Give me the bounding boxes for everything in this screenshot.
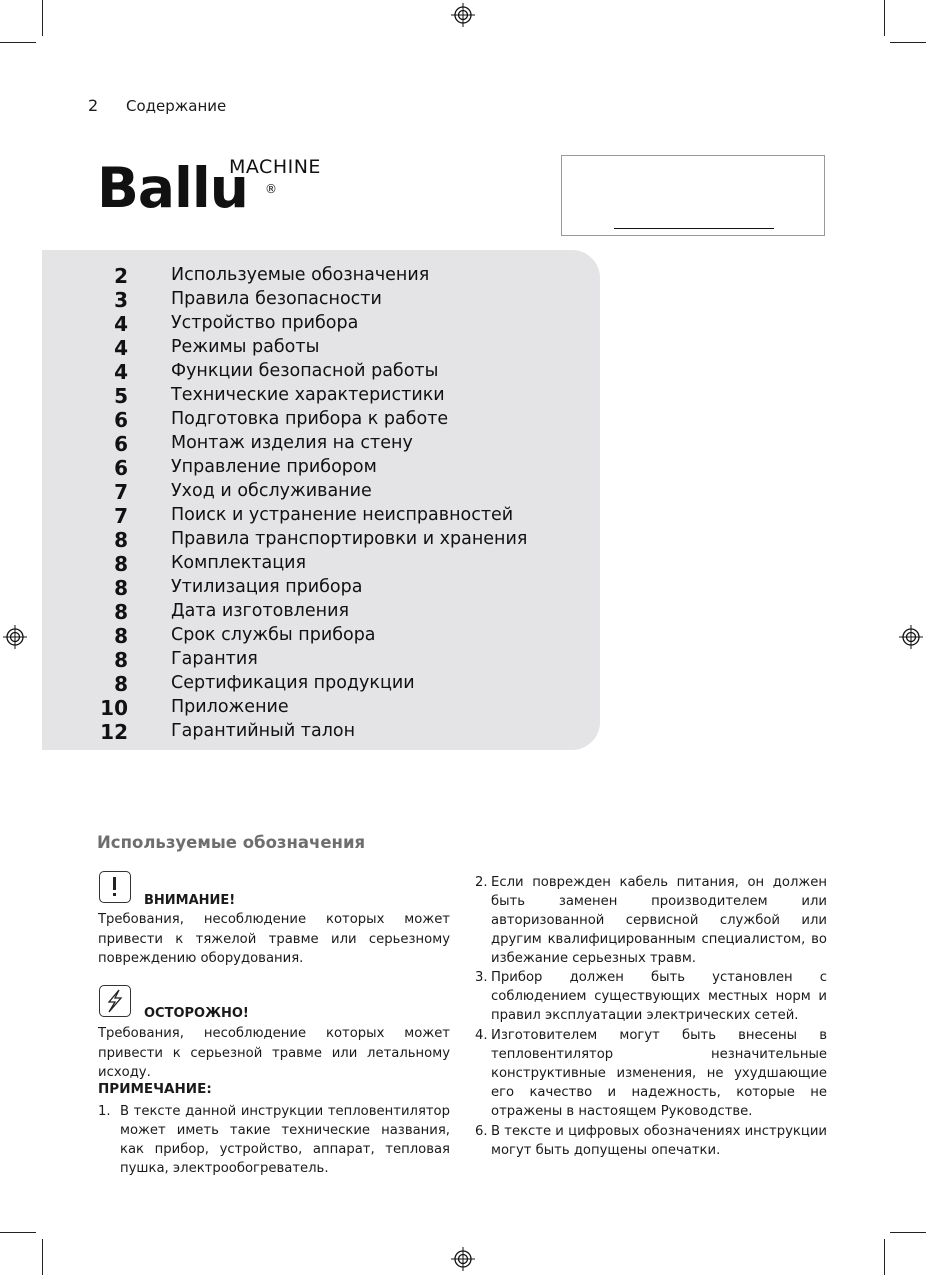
toc-page: 8	[114, 600, 128, 624]
section-title: Используемые обозначения	[97, 833, 366, 852]
toc-title: Технические характеристики	[171, 385, 445, 405]
toc-item[interactable]	[42, 671, 600, 695]
crop-mark	[0, 1232, 36, 1233]
toc-item[interactable]	[42, 479, 600, 503]
caution-text: Требования, несоблюдение которых может привести к серьезной травме или летальному исходу.	[98, 1026, 450, 1080]
registration-mark-icon	[899, 625, 923, 649]
caution-label: ОСТОРОЖНО!	[144, 1006, 249, 1021]
note-number: 6.	[475, 1124, 488, 1139]
logo-brand: Ballu	[97, 156, 248, 220]
toc-item[interactable]	[42, 335, 600, 359]
note-number: 4.	[475, 1028, 488, 1043]
toc-title: Режимы работы	[171, 337, 320, 357]
note-item	[98, 1102, 450, 1178]
toc-page: 12	[100, 720, 128, 744]
crop-mark	[890, 42, 926, 43]
toc-item[interactable]	[42, 431, 600, 455]
toc-item[interactable]	[42, 647, 600, 671]
toc-title: Поиск и устранение неисправностей	[171, 505, 514, 525]
toc-page: 10	[100, 696, 128, 720]
toc-title: Правила безопасности	[171, 289, 382, 309]
stamp-line	[614, 228, 774, 229]
toc-page: 6	[114, 432, 128, 456]
note-number: 3.	[475, 970, 488, 985]
toc-page: 8	[114, 576, 128, 600]
toc-item[interactable]	[42, 287, 600, 311]
toc-title: Гарантийный талон	[171, 721, 356, 741]
toc-page: 6	[114, 408, 128, 432]
note-text: В тексте данной инструкции тепловентилятор может иметь такие технические названия, как прибор, устройство, аппарат, тепловая пушка, электрообогреватель.	[120, 1104, 450, 1176]
note-item	[475, 873, 827, 968]
toc-page: 2	[114, 264, 128, 288]
warning-label: ВНИМАНИЕ!	[144, 893, 236, 908]
logo-sub: MACHINE	[229, 156, 321, 178]
toc-title: Подготовка прибора к работе	[171, 409, 449, 429]
toc-title: Уход и обслуживание	[171, 481, 372, 501]
page-number: 2	[88, 96, 99, 115]
note-number: 1.	[98, 1104, 111, 1119]
toc-title: Управление прибором	[171, 457, 377, 477]
note-text: В тексте и цифровых обозначениях инструкции могут быть допущены опечатки.	[491, 1124, 827, 1158]
note-item	[475, 968, 827, 1025]
toc-page: 8	[114, 648, 128, 672]
toc-item[interactable]	[42, 455, 600, 479]
toc-item[interactable]	[42, 551, 600, 575]
note-number: 2.	[475, 875, 488, 890]
toc-page: 3	[114, 288, 128, 312]
toc-item[interactable]	[42, 695, 600, 719]
note-title: ПРИМЕЧАНИЕ:	[98, 1081, 212, 1097]
table-of-contents	[42, 250, 600, 750]
toc-page: 8	[114, 552, 128, 576]
page-header	[88, 96, 226, 115]
toc-title: Используемые обозначения	[171, 265, 430, 285]
header-section: Содержание	[126, 97, 227, 115]
crop-mark	[884, 1239, 885, 1275]
toc-page: 4	[114, 360, 128, 384]
toc-page: 8	[114, 528, 128, 552]
toc-page: 4	[114, 336, 128, 360]
toc-item[interactable]	[42, 503, 600, 527]
registration-mark-icon	[3, 625, 27, 649]
toc-title: Комплектация	[171, 553, 307, 573]
exclamation-icon	[99, 871, 131, 903]
toc-title: Утилизация прибора	[171, 577, 363, 597]
registration-mark-icon	[451, 1247, 475, 1271]
registration-mark-icon	[451, 3, 475, 27]
toc-title: Функции безопасной работы	[171, 361, 439, 381]
toc-item[interactable]	[42, 575, 600, 599]
toc-item[interactable]	[42, 383, 600, 407]
note-text: Изготовителем могут быть внесены в тепловентилятор незначительные конструктивные изменения, не ухудшающие его качество и надежность, которые не отражены в настоящем Руководстве.	[491, 1028, 827, 1119]
toc-title: Устройство прибора	[171, 313, 359, 333]
crop-mark	[884, 0, 885, 36]
note-item	[475, 1122, 827, 1160]
toc-item[interactable]	[42, 263, 600, 287]
toc-item[interactable]	[42, 623, 600, 647]
toc-item[interactable]	[42, 407, 600, 431]
crop-mark	[0, 42, 36, 43]
toc-item[interactable]	[42, 311, 600, 335]
toc-title: Правила транспортировки и хранения	[171, 529, 528, 549]
brand-logo	[97, 156, 327, 226]
toc-item[interactable]	[42, 527, 600, 551]
crop-mark	[42, 0, 43, 36]
toc-page: 6	[114, 456, 128, 480]
toc-title: Дата изготовления	[171, 601, 349, 621]
toc-page: 5	[114, 384, 128, 408]
toc-page: 4	[114, 312, 128, 336]
toc-page: 7	[114, 480, 128, 504]
toc-title: Гарантия	[171, 649, 258, 669]
lightning-icon	[99, 985, 131, 1017]
toc-title: Приложение	[171, 697, 289, 717]
toc-title: Срок службы прибора	[171, 625, 376, 645]
logo-registered: ®	[265, 182, 277, 196]
note-item	[475, 1026, 827, 1121]
note-text: Прибор должен быть установлен с соблюдением существующих местных норм и правил эксплуатации электрических сетей.	[491, 970, 827, 1023]
toc-page: 8	[114, 672, 128, 696]
warning-text: Требования, несоблюдение которых может привести к тяжелой травме или серьезному повреждению оборудования.	[98, 912, 450, 966]
toc-title: Монтаж изделия на стену	[171, 433, 413, 453]
crop-mark	[890, 1232, 926, 1233]
toc-item[interactable]	[42, 599, 600, 623]
crop-mark	[42, 1239, 43, 1275]
toc-item[interactable]	[42, 719, 600, 743]
toc-title: Сертификация продукции	[171, 673, 415, 693]
toc-item[interactable]	[42, 359, 600, 383]
note-text: Если поврежден кабель питания, он должен быть заменен производителем или авторизованной сервисной службой или другим квалифицированным специалистом, во избежание серьезных травм.	[491, 875, 827, 966]
stamp-box	[561, 155, 825, 236]
toc-page: 8	[114, 624, 128, 648]
toc-page: 7	[114, 504, 128, 528]
